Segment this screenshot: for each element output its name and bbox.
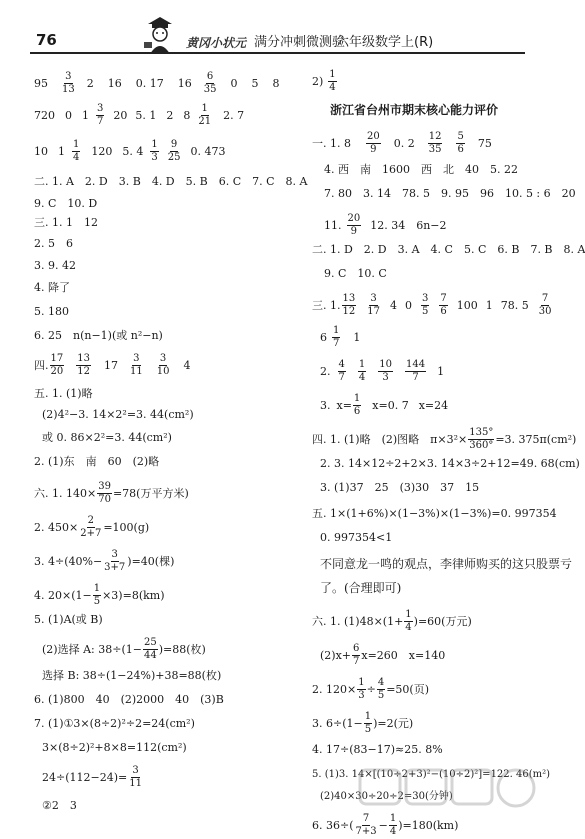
- answer-line: 一. 1. 8 $\frac{20}{9}$ 0. 2 $\frac{12}{35}$ $\frac{5}{6}$ 75: [312, 131, 492, 155]
- section-title: 浙江省台州市期末核心能力评价: [330, 103, 499, 117]
- answer-line: 5. 180: [34, 305, 69, 318]
- answer-line: 3×(8÷2)²+8×8=112(cm²): [42, 741, 187, 754]
- answer-line: 7. (1)①3×(8÷2)²÷2=24(cm²): [34, 717, 195, 730]
- answer-line: (2)40×30÷20÷2=30(分钟): [320, 791, 453, 802]
- brand-logo-text: 黄冈小状元: [186, 36, 247, 50]
- answer-line: 3. 9. 42: [34, 259, 76, 272]
- answer-line: 0. 997354<1: [320, 531, 393, 544]
- answer-line: 6. (1)800 40 (2)2000 40 (3)B: [34, 693, 224, 706]
- answer-line: 了。(合理即可): [320, 581, 402, 595]
- answer-line: 3. (1)37 25 (3)30 37 15: [320, 481, 480, 494]
- answer-line: 2) $\frac{1}{4}$: [312, 69, 336, 93]
- answer-line: 4. 20×(1− $\frac{1}{5}$ ×3)=8(km): [34, 583, 165, 607]
- answer-line: 2. 5 6: [34, 237, 73, 250]
- series-title: 满分冲刺微测验: [254, 35, 346, 50]
- answer-line: 三. 1. $\frac{13}{12}$ $\frac{3}{17}$ 4 0 $\frac{3}{5}$ $\frac{7}{6}$ 100 1 78. 5 $\frac{7}{30}$: [312, 293, 552, 317]
- watermark-logo: [358, 768, 538, 834]
- page-header: [0, 0, 551, 58]
- answer-line: (2)选择 A: 38÷(1− $\frac{25}{44}$ )=88(枚): [42, 637, 206, 661]
- answer-line: 4. 西 南 1600 西 北 40 5. 22: [324, 163, 518, 176]
- answer-line: 二. 1. D 2. D 3. A 4. C 5. C 6. B 7. B 8. A: [312, 243, 585, 256]
- answer-line: 6. 36÷( $\frac{7}{7+3}$ − $\frac{1}{4}$ )=180(km): [312, 813, 459, 837]
- answer-line: 二. 1. A 2. D 3. B 4. D 5. B 6. C 7. C 8. A: [34, 175, 308, 188]
- answer-line: 6. 25 n(n−1)(或 n²−n): [34, 329, 163, 342]
- page-number: 76: [36, 31, 57, 49]
- answer-line: (2)x+ $\frac{6}{7}$ x=260 x=140: [320, 643, 446, 667]
- answer-line: 2. 120× $\frac{1}{3}$ ÷ $\frac{4}{5}$ =50(页): [312, 677, 429, 701]
- answer-line: 11. $\frac{20}{9}$ 12. 34 6n−2: [324, 213, 447, 237]
- answer-line: 六. 1. 140× $\frac{39}{70}$ =78(万平方米): [34, 481, 189, 505]
- answer-line: ②2 3: [42, 799, 77, 812]
- answer-line: 4. 降了: [34, 281, 70, 294]
- answer-line: 95 $\frac{3}{13}$ 2 16 0. 17 16 $\frac{6}{35}$ 0 5 8: [34, 71, 280, 95]
- answer-line: 5. (1)3. 14×[(10÷2+3)²−(10÷2)²]=122. 46(m²): [312, 769, 551, 780]
- answer-line: 五. 1×(1+6%)×(1−3%)×(1−3%)=0. 997354: [312, 507, 557, 520]
- header-rule: [30, 52, 525, 54]
- answer-line: 10 1 $\frac{1}{4}$ 120 5. 4 $\frac{1}{3}$ $\frac{9}{25}$ 0. 473: [34, 139, 226, 163]
- answer-line: 四. 1. (1)略 (2)图略 π×3²× $\frac{135^\circ}{360^\circ}$ =3. 375π(cm²): [312, 427, 577, 451]
- answer-line: 9. C 10. C: [324, 267, 387, 280]
- answer-line: 2. $\frac{4}{7}$ $\frac{1}{4}$ $\frac{10}{3}$ $\frac{144}{7}$ 1: [320, 359, 445, 383]
- answer-line: 或 0. 86×2²=3. 44(cm²): [42, 431, 172, 444]
- answer-line: 5. (1)A(或 B): [34, 613, 103, 626]
- answer-line: 3. x= $\frac{1}{6}$ x=0. 7 x=24: [320, 393, 449, 417]
- answer-line: 6 $\frac{1}{7}$ 1: [320, 325, 361, 349]
- answer-line: 不同意龙一鸣的观点，李律师购买的这只股票亏: [320, 557, 573, 571]
- answer-line: 24÷(112−24)= $\frac{3}{11}$: [42, 765, 142, 789]
- answer-line: 选择 B: 38÷(1−24%)+38=88(枚): [42, 669, 222, 682]
- answer-line: 五. 1. (1)略: [34, 387, 93, 400]
- answer-line: 2. 3. 14×12÷2+2×3. 14×3÷2+12=49. 68(cm): [320, 457, 580, 470]
- answer-line: 三. 1. 1 12: [34, 216, 98, 229]
- mascot-icon: [140, 14, 180, 56]
- answer-line: 720 0 1 $\frac{3}{7}$ 20 5. 1 2 8 $\frac{1}{21}$ 2. 7: [34, 103, 245, 127]
- answer-line: 3. 4÷(40%− $\frac{3}{3+7}$ )=40(棵): [34, 549, 175, 573]
- answer-line: 四. $\frac{17}{20}$ $\frac{13}{12}$ 17 $\frac{3}{11}$ $\frac{3}{10}$ 4: [34, 353, 191, 377]
- answer-line: (2)4²−3. 14×2²=3. 44(cm²): [42, 408, 194, 421]
- answer-line: 7. 80 3. 14 78. 5 9. 95 96 10. 5 : 6 20: [324, 187, 576, 200]
- answer-line: 2. 450× $\frac{2}{2+7}$ =100(g): [34, 515, 150, 539]
- answer-line: 2. (1)东 南 60 (2)略: [34, 455, 160, 468]
- answer-line: 3. 6÷(1− $\frac{1}{5}$ )=2(元): [312, 711, 414, 735]
- grade-title: 六年级数学上(R): [336, 35, 434, 50]
- answer-line: 4. 17÷(83−17)≈25. 8%: [312, 743, 443, 756]
- answer-line: 六. 1. (1)48×(1+ $\frac{1}{4}$ )=60(万元): [312, 609, 472, 633]
- answer-line: 9. C 10. D: [34, 197, 98, 210]
